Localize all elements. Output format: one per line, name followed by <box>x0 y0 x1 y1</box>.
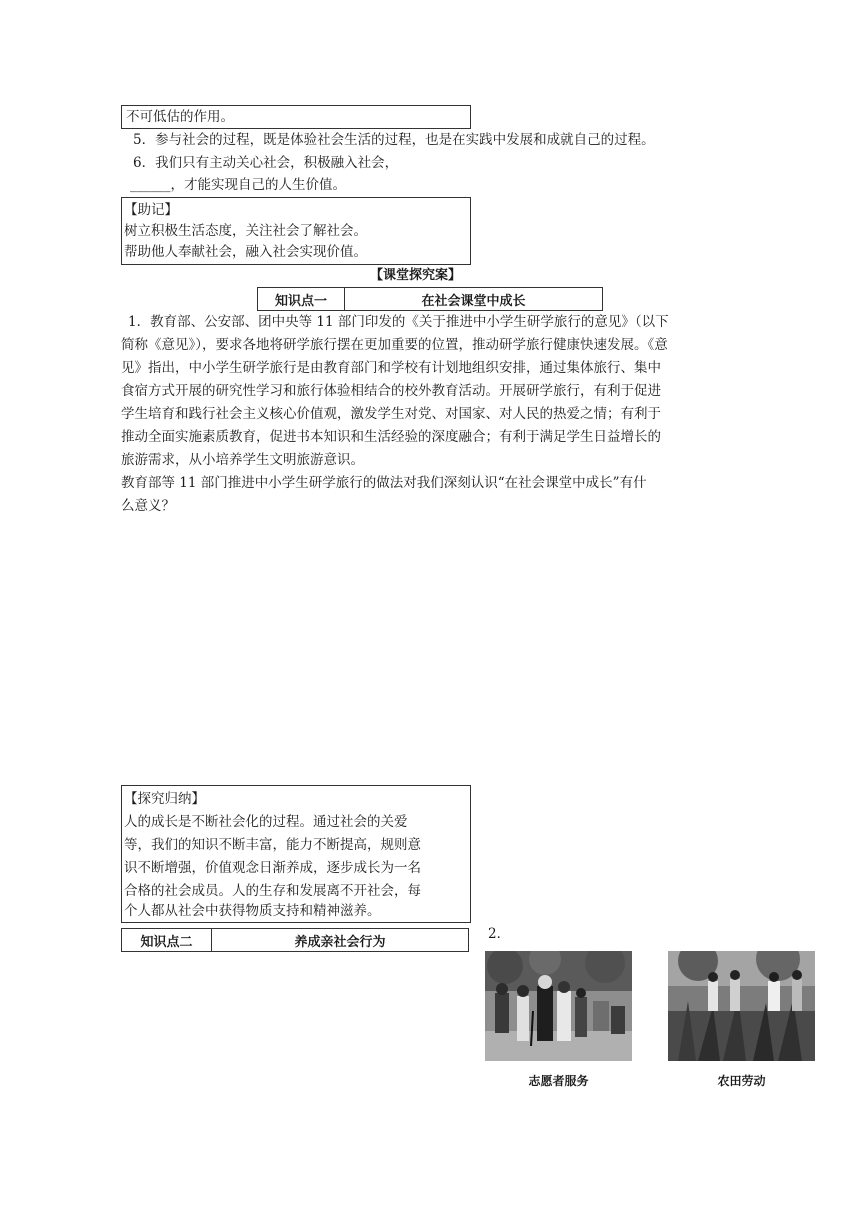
item-5: 5．参与社会的过程，既是体验社会生活的过程，也是在实践中发展和成就自己的过程。 <box>133 132 655 148</box>
summary-line: 合格的社会成员。人的生存和发展离不开社会，每 <box>124 883 421 899</box>
memo-line: 树立积极生活态度，关注社会了解社会。 <box>124 223 367 239</box>
question-2-number: 2． <box>488 926 511 942</box>
knowledge-point-1-table <box>257 287 603 311</box>
farm-labor-caption: 农田劳动 <box>717 1074 766 1088</box>
summary-title: 【探究归纳】 <box>124 791 205 807</box>
continued-text: 不可低估的作用。 <box>126 109 234 125</box>
q1-line: 简称《意见》），要求各地将研学旅行摆在更加重要的位置，推动研学旅行健康快速发展。《意 <box>121 337 668 353</box>
section-title: 【课堂探究案】 <box>370 268 462 283</box>
q1-line: 旅游需求，从小培养学生文明旅游意识。 <box>121 452 364 468</box>
continued-text-box <box>121 105 471 129</box>
memo-box <box>121 197 471 265</box>
item-6-line1: 6．我们只有主动关心社会，积极融入社会， <box>133 155 399 171</box>
volunteer-service-caption: 志愿者服务 <box>528 1074 589 1088</box>
q1-line: 学生培育和践行社会主义核心价值观，激发学生对党、对国家、对人民的热爱之情；有利于 <box>121 406 661 422</box>
summary-box <box>121 785 471 923</box>
memo-line: 帮助他人奉献社会，融入社会实现价值。 <box>124 244 367 260</box>
summary-line: 个人都从社会中获得物质支持和精神滋养。 <box>124 903 381 919</box>
q1-question: 么意义？ <box>121 498 175 514</box>
q1-line: 1．教育部、公安部、团中央等 11 部门印发的《关于推进中小学生研学旅行的意见》（以下 <box>128 314 669 330</box>
item-6-line2: ______，才能实现自己的人生价值。 <box>130 177 346 193</box>
kp2-label: 知识点二 <box>122 929 212 951</box>
q1-line: 食宿方式开展的研究性学习和旅行体验相结合的校外教育活动。开展研学旅行，有利于促进 <box>121 383 661 399</box>
summary-line: 人的成长是不断社会化的过程。通过社会的关爱 <box>124 814 408 830</box>
q1-question: 教育部等 11 部门推进中小学生研学旅行的做法对我们深刻认识“在社会课堂中成长”有什 <box>121 475 647 491</box>
kp1-label: 知识点一 <box>258 288 345 310</box>
summary-line: 等，我们的知识不断丰富，能力不断提高，规则意 <box>124 837 421 853</box>
summary-line: 识不断增强，价值观念日渐养成，逐步成长为一名 <box>124 860 421 876</box>
knowledge-point-2-table <box>121 928 469 952</box>
kp2-title: 养成亲社会行为 <box>294 934 386 950</box>
memo-title: 【助记】 <box>124 202 178 218</box>
kp1-title: 在社会课堂中成长 <box>421 293 526 309</box>
volunteer-service-photo <box>485 951 632 1061</box>
q1-line: 见》指出，中小学生研学旅行是由教育部门和学校有计划地组织安排，通过集体旅行、集中 <box>121 360 661 376</box>
q1-line: 推动全面实施素质教育，促进书本知识和生活经验的深度融合；有利于满足学生日益增长的 <box>121 429 661 445</box>
farm-labor-photo <box>668 951 815 1061</box>
